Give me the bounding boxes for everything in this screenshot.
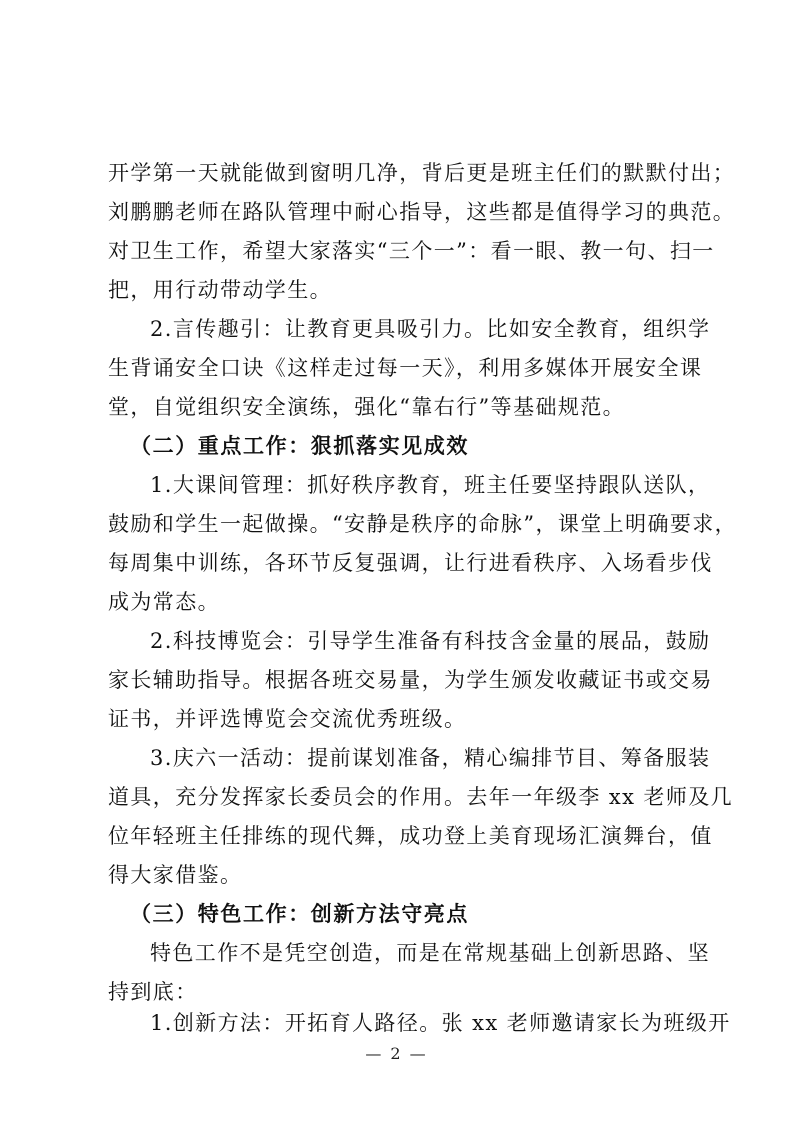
text-line: 开学第一天就能做到窗明几净，背后更是班主任们的默默付出； [108, 161, 736, 185]
text-line: 把，用行动带动学生。 [108, 278, 332, 302]
text-line: 1.大课间管理：抓好秩序教育，班主任要坚持跟队送队， [150, 473, 711, 497]
text-line: 鼓励和学生一起做操。“安静是秩序的命脉”，课堂上明确要求， [108, 512, 738, 536]
section-heading: （二）重点工作：狠抓落实见成效 [130, 434, 469, 458]
text-line: 2.言传趣引：让教育更具吸引力。比如安全教育，组织学 [150, 317, 711, 341]
text-line: 每周集中训练，各环节反复强调，让行进看秩序、入场看步伐 [108, 551, 713, 575]
text-line: 特色工作不是凭空创造，而是在常规基础上创新思路、坚 [150, 941, 710, 965]
text-line: 3.庆六一活动：提前谋划准备，精心编排节目、筹备服装 [150, 746, 711, 770]
text-line: 2.科技博览会：引导学生准备有科技含金量的展品，鼓励 [150, 629, 711, 653]
text-line: 得大家借鉴。 [108, 863, 243, 887]
text-line: 持到底： [108, 980, 198, 1004]
text-line: 生背诵安全口诀《这样走过每一天》，利用多媒体开展安全课 [108, 356, 703, 380]
text-line: 道具，充分发挥家长委员会的作用。去年一年级李 xx 老师及几 [108, 785, 734, 809]
text-line: 对卫生工作，希望大家落实“三个一”：看一眼、教一句、扫一 [108, 239, 715, 263]
text-line: 证书，并评选博览会交流优秀班级。 [108, 707, 467, 731]
text-line: 家长辅助指导。根据各班交易量，为学生颁发收藏证书或交易 [108, 668, 713, 692]
section-heading: （三）特色工作：创新方法守亮点 [130, 902, 469, 926]
text-line: 堂，自觉组织安全演练，强化“靠右行”等基础规范。 [108, 395, 626, 419]
text-line: 成为常态。 [108, 590, 220, 614]
text-line: 位年轻班主任排练的现代舞，成功登上美育现场汇演舞台，值 [108, 824, 713, 848]
text-line: 1.创新方法：开拓育人路径。张 xx 老师邀请家长为班级开 [150, 1011, 731, 1035]
page-number: — 2 — [365, 1044, 428, 1063]
text-line: 刘鹏鹏老师在路队管理中耐心指导，这些都是值得学习的典范。 [108, 200, 736, 224]
